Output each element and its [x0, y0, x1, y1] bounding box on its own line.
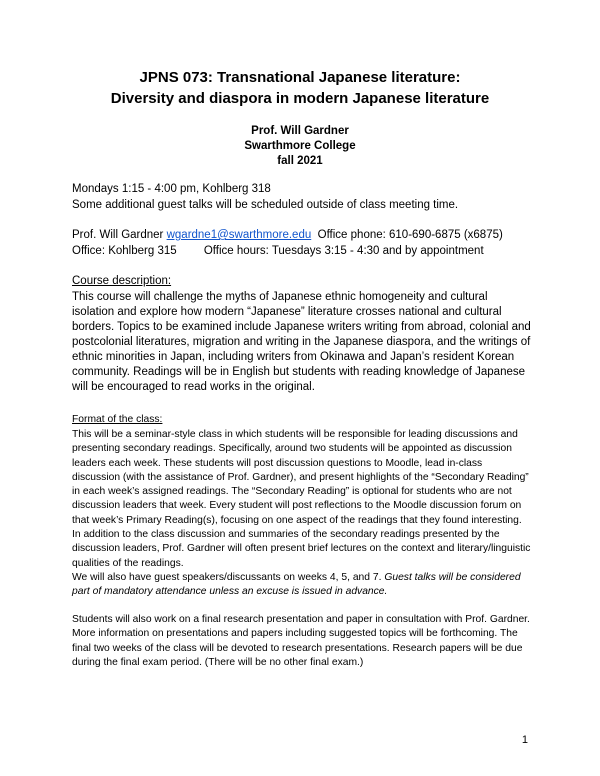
contact-line	[72, 228, 503, 243]
format-heading: Format of the class:	[72, 414, 163, 425]
course-title-line1: JPNS 073: Transnational Japanese literature:	[139, 69, 461, 86]
office-phone: Office phone: 610-690-6875 (x6875)	[317, 229, 503, 241]
course-title-line2: Diversity and diaspora in modern Japanese literature	[110, 90, 490, 107]
final-project-paragraph: Students will also work on a final research presentation and paper in consultation with Prof. Gardner. More information on presentations and papers including suggested topics will be forthcoming. The final two weeks of the class will be devoted to research presentations. Research papers will be due during the final exam period. (There will be no other final exam.)	[72, 614, 530, 668]
course-description-body: This course will challenge the myths of Japanese ethnic homogeneity and cultural isolation and explore how modern “Japanese” literature crosses national and cultural borders. Topics to be examined include Japanese writers writing from abroad, colonial and postcolonial literatures, migration and writing in the Japanese diaspora, and the writings of ethnic minorities in Japan, including writers from Okinawa and Japan’s resident Korean community. Readings will be in English but students with reading knowledge of Japanese will be encouraged to read works in the original.	[72, 291, 531, 393]
guest-speakers-text: We will also have guest speakers/discussants on weeks 4, 5, and 7.	[72, 572, 382, 583]
office-line	[72, 244, 484, 259]
office-location: Office: Kohlberg 315	[72, 245, 177, 257]
meeting-time: Mondays 1:15 - 4:00 pm, Kohlberg 318	[72, 183, 271, 195]
guest-attendance-note: Guest talks will be considered part of mandatory attendance unless an excuse is issued in advance.	[72, 572, 521, 598]
college-name: Swarthmore College	[244, 140, 356, 152]
guest-speakers-paragraph	[72, 571, 532, 600]
contact-name: Prof. Will Gardner	[72, 229, 164, 241]
office-hours: Office hours: Tuesdays 3:15 - 4:30 and by appointment	[203, 245, 484, 257]
email-link[interactable]: wgardne1@swarthmore.edu	[166, 229, 312, 241]
course-description-heading: Course description:	[72, 275, 172, 287]
format-body: This will be a seminar-style class in which students will be responsible for leading discussions and presenting secondary readings. Specifically, around two students will be appointed as discussion leaders each week. These students will post discussion questions to Moodle, lead in-class discussion (with the assistance of Prof. Gardner), and present highlights of the “Secondary Reading” in each week’s assigned readings. The “Secondary Reading” is optional for students who are not discussion leaders that week. Every student will post reflections to the Moodle discussion forum on that week’s Primary Reading(s), focusing on one aspect of the readings that they found interesting. In addition to the class discussion and summaries of the secondary readings presented by the discussion leaders, Prof. Gardner will often present brief lectures on the context and literary/linguistic qualities of the readings.	[72, 429, 531, 569]
instructor-name: Prof. Will Gardner	[251, 125, 349, 137]
term: fall 2021	[277, 155, 323, 167]
page-number: 1	[521, 734, 528, 746]
guest-note: Some additional guest talks will be scheduled outside of class meeting time.	[72, 199, 459, 211]
